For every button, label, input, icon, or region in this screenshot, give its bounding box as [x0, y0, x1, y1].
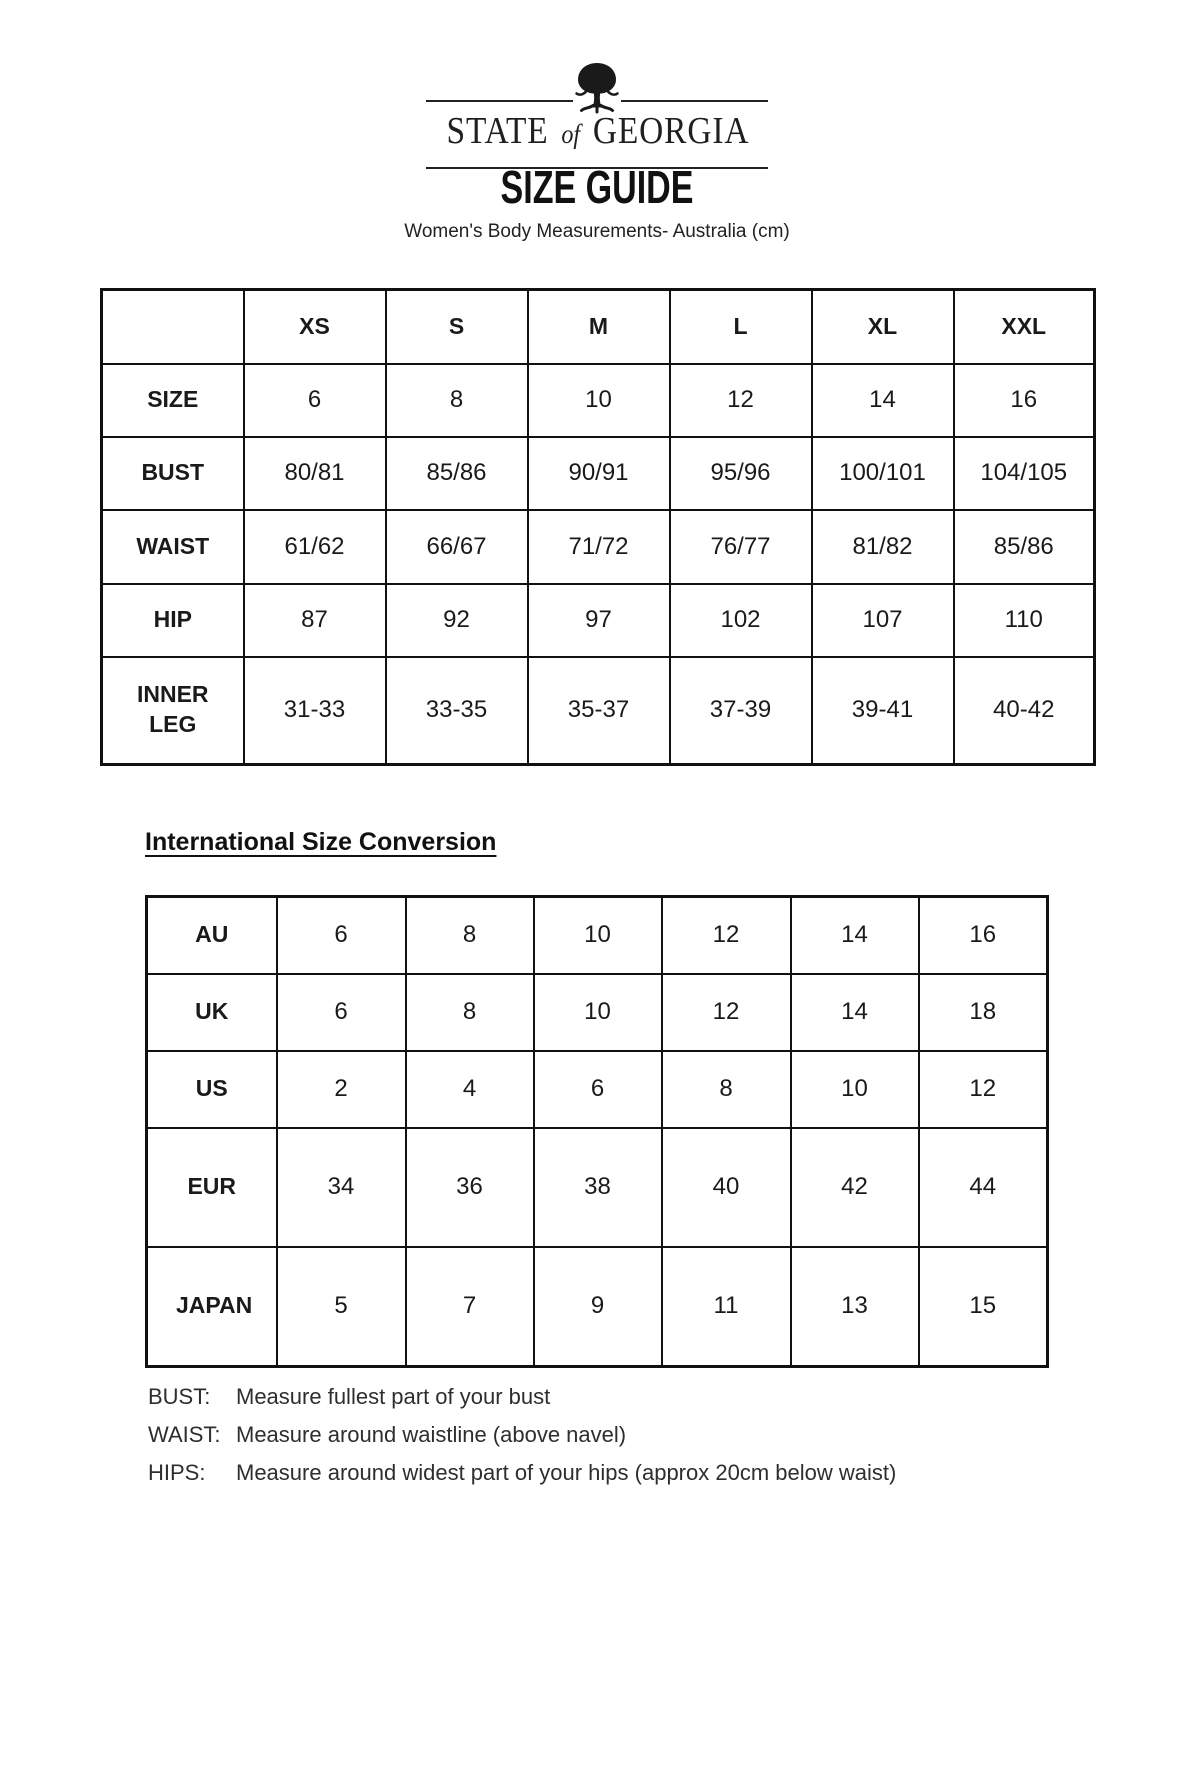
value-cell: 90/91	[528, 437, 670, 510]
value-cell: 85/86	[386, 437, 528, 510]
value-cell: 76/77	[670, 510, 812, 584]
conversion-heading: International Size Conversion	[145, 828, 497, 856]
row-waist	[102, 510, 1095, 584]
value-cell: 110	[954, 584, 1095, 657]
note-text: Measure around widest part of your hips (approx 20cm below waist)	[236, 1460, 897, 1485]
row-label-cell: WAIST	[102, 510, 244, 584]
value-cell: 9	[534, 1247, 662, 1367]
value-cell: 66/67	[386, 510, 528, 584]
value-cell: 10	[534, 897, 662, 974]
note-label: HIPS:	[148, 1460, 206, 1485]
value-cell: 10	[528, 364, 670, 437]
note-text: Measure around waistline (above navel)	[236, 1422, 627, 1447]
value-cell: 87	[244, 584, 386, 657]
value-cell: 97	[528, 584, 670, 657]
value-cell: 6	[534, 1051, 662, 1128]
note-hips	[148, 1454, 896, 1492]
value-cell: 85/86	[954, 510, 1095, 584]
header-cell-l: L	[670, 290, 812, 364]
value-cell: 107	[812, 584, 954, 657]
row-label-cell: AU	[147, 897, 277, 974]
value-cell: 14	[791, 974, 919, 1051]
row-bust	[102, 437, 1095, 510]
header-cell-xl: XL	[812, 290, 954, 364]
row-eur	[147, 1128, 1048, 1247]
value-cell: 12	[662, 974, 791, 1051]
value-cell: 8	[386, 364, 528, 437]
value-cell: 6	[277, 974, 406, 1051]
row-japan	[147, 1247, 1048, 1367]
conversion-table	[145, 895, 1049, 1368]
note-waist	[148, 1416, 896, 1454]
value-cell: 6	[244, 364, 386, 437]
value-cell: 39-41	[812, 657, 954, 765]
value-cell: 35-37	[528, 657, 670, 765]
value-cell: 92	[386, 584, 528, 657]
value-cell: 6	[277, 897, 406, 974]
value-cell: 18	[919, 974, 1048, 1051]
row-size	[102, 364, 1095, 437]
value-cell: 14	[791, 897, 919, 974]
value-cell: 40	[662, 1128, 791, 1247]
measurements-header-row	[102, 290, 1095, 364]
row-hip	[102, 584, 1095, 657]
value-cell: 14	[812, 364, 954, 437]
brand-word-state: STATE	[446, 110, 549, 152]
value-cell: 10	[791, 1051, 919, 1128]
value-cell: 104/105	[954, 437, 1095, 510]
note-label: WAIST:	[148, 1422, 221, 1447]
value-cell: 71/72	[528, 510, 670, 584]
value-cell: 12	[662, 897, 791, 974]
row-us	[147, 1051, 1048, 1128]
value-cell: 100/101	[812, 437, 954, 510]
value-cell: 38	[534, 1128, 662, 1247]
brand-logo	[426, 62, 768, 169]
value-cell: 36	[406, 1128, 534, 1247]
value-cell: 34	[277, 1128, 406, 1247]
brand-word-of: of	[561, 119, 581, 149]
value-cell: 95/96	[670, 437, 812, 510]
value-cell: 102	[670, 584, 812, 657]
row-uk	[147, 974, 1048, 1051]
value-cell: 16	[919, 897, 1048, 974]
value-cell: 13	[791, 1247, 919, 1367]
logo-rule-left	[426, 100, 573, 102]
value-cell: 80/81	[244, 437, 386, 510]
row-label-cell: SIZE	[102, 364, 244, 437]
brand-name	[447, 110, 748, 155]
value-cell: 5	[277, 1247, 406, 1367]
value-cell: 7	[406, 1247, 534, 1367]
row-label-cell: JAPAN	[147, 1247, 277, 1367]
row-label-cell: BUST	[102, 437, 244, 510]
value-cell: 81/82	[812, 510, 954, 584]
row-label-cell: INNER LEG	[102, 657, 244, 765]
value-cell: 12	[670, 364, 812, 437]
brand-word-georgia: GEORGIA	[592, 110, 750, 152]
value-cell: 61/62	[244, 510, 386, 584]
row-label-cell: EUR	[147, 1128, 277, 1247]
page-subtitle: Women's Body Measurements- Australia (cm)	[404, 221, 790, 242]
measurements-table	[100, 288, 1096, 766]
value-cell: 16	[954, 364, 1095, 437]
value-cell: 2	[277, 1051, 406, 1128]
row-label-cell: US	[147, 1051, 277, 1128]
tree-icon	[571, 62, 623, 114]
row-inner-leg	[102, 657, 1095, 765]
header-cell-m: M	[528, 290, 670, 364]
value-cell: 42	[791, 1128, 919, 1247]
value-cell: 15	[919, 1247, 1048, 1367]
value-cell: 8	[406, 974, 534, 1051]
header-cell-empty	[102, 290, 244, 364]
value-cell: 12	[919, 1051, 1048, 1128]
row-label-cell: HIP	[102, 584, 244, 657]
measurement-notes	[148, 1378, 896, 1492]
logo-rule-right	[621, 100, 768, 102]
row-label-cell: UK	[147, 974, 277, 1051]
value-cell: 10	[534, 974, 662, 1051]
note-label: BUST:	[148, 1384, 211, 1409]
logo-ornament	[426, 62, 768, 102]
value-cell: 44	[919, 1128, 1048, 1247]
header-cell-xs: XS	[244, 290, 386, 364]
value-cell: 33-35	[386, 657, 528, 765]
header-cell-s: S	[386, 290, 528, 364]
page-title: SIZE GUIDE	[500, 161, 694, 213]
value-cell: 8	[406, 897, 534, 974]
header-cell-xxl: XXL	[954, 290, 1095, 364]
value-cell: 11	[662, 1247, 791, 1367]
value-cell: 8	[662, 1051, 791, 1128]
row-au	[147, 897, 1048, 974]
value-cell: 37-39	[670, 657, 812, 765]
value-cell: 40-42	[954, 657, 1095, 765]
value-cell: 31-33	[244, 657, 386, 765]
note-bust	[148, 1378, 896, 1416]
value-cell: 4	[406, 1051, 534, 1128]
note-text: Measure fullest part of your bust	[236, 1384, 551, 1409]
